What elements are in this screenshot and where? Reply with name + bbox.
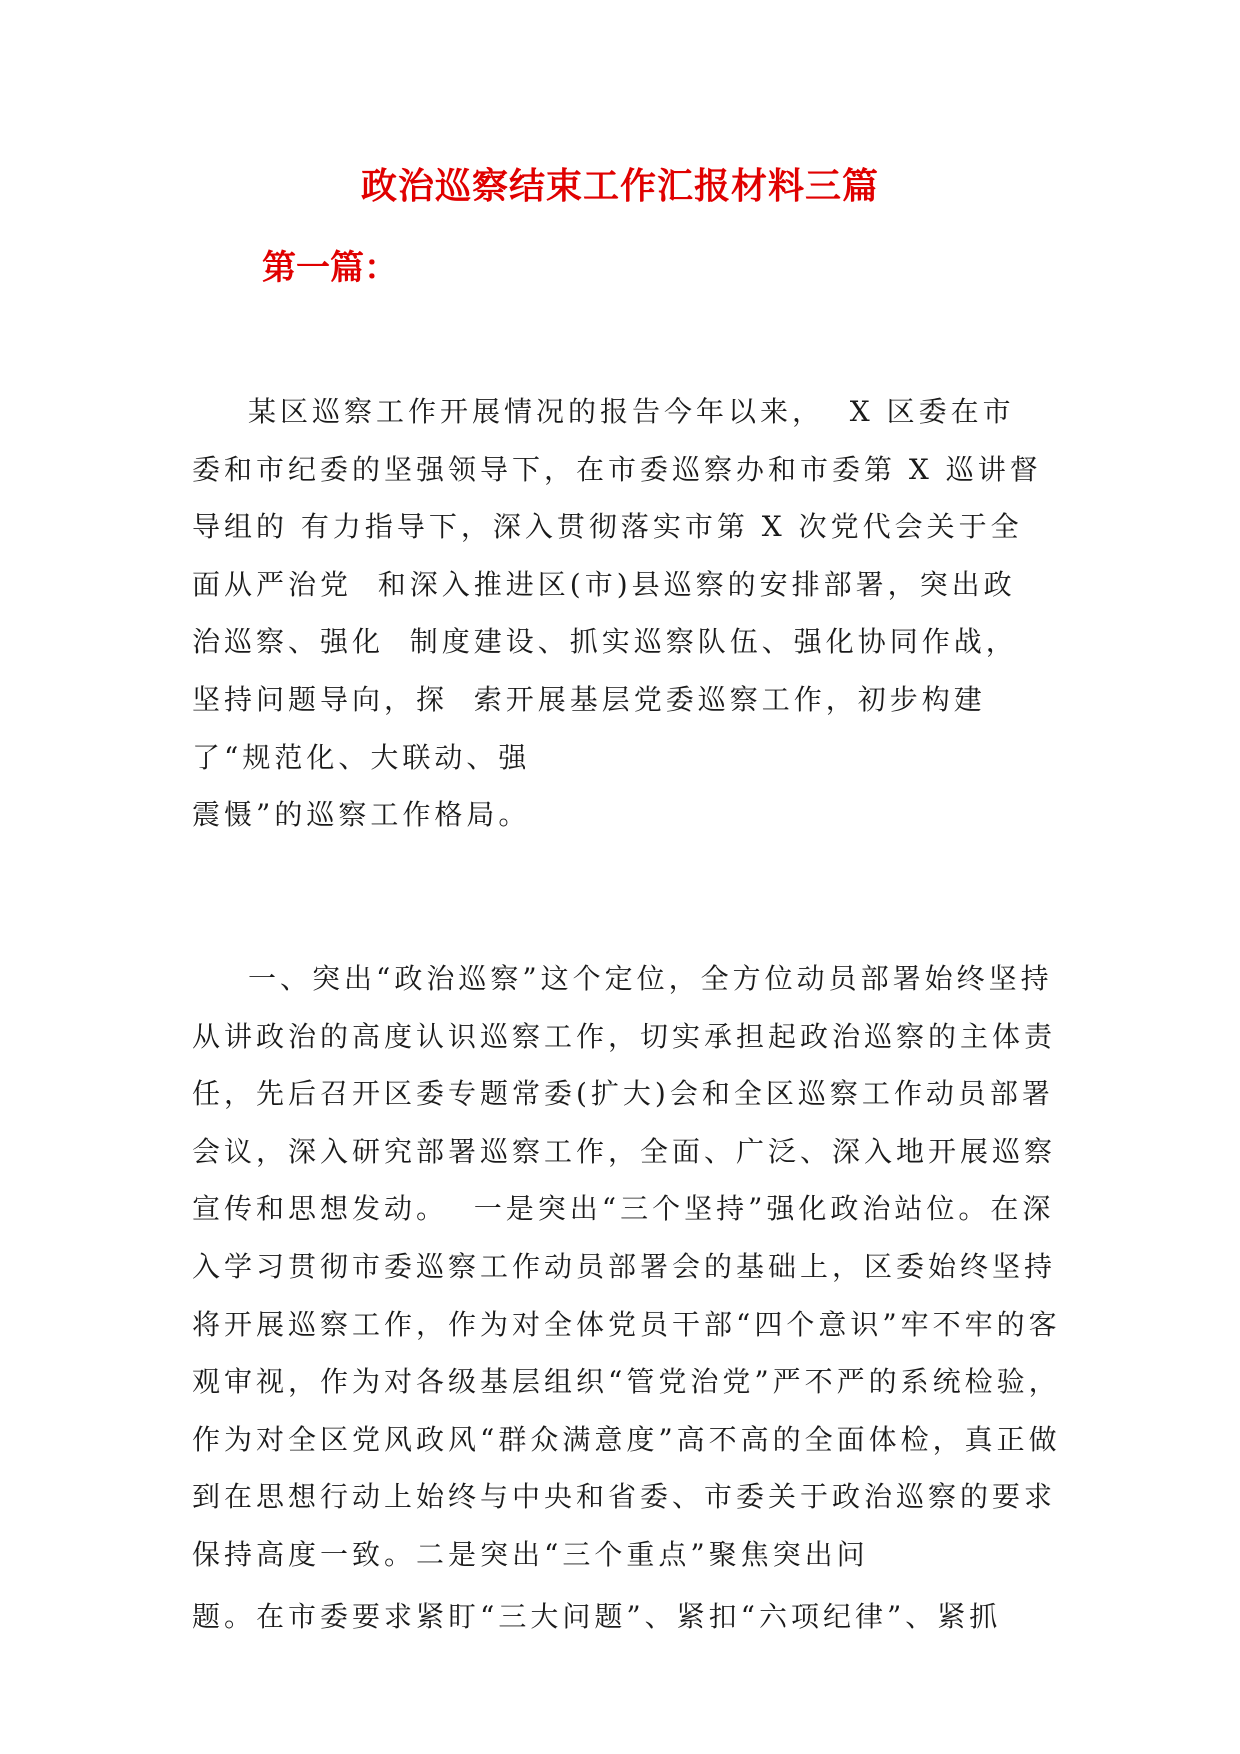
body-paragraph: 某区巡察工作开展情况的报告今年以来， X 区委在市委和市纪委的坚强领导下，在市委巡察办和市委第 X 巡讲督导组的 有力指导下，深入贯彻落实市第 X 次党代会关于全面从严治党 和深入推进区(市)县巡察的安排部署，突出政治巡察、强化 制度建设、抓实巡察队伍、强化协同作战，坚持问题导向，探 索开展基层党委巡察工作，初步构建了“规范化、大联动、强 震慑”的巡察工作格局。 (192, 395, 1042, 832)
section-heading: 第一篇： (262, 248, 398, 288)
body-paragraph (192, 950, 1064, 1645)
body-paragraph-text: 一、突出“政治巡察”这个定位，全方位动员部署始终坚持从讲政治的高度认识巡察工作，切实承担起政治巡察的主体责任，先后召开区委专题常委(扩大)会和全区巡察工作动员部署会议，深入研究部署巡察工作，全面、广泛、深入地开展巡察宣传和思想发动。 一是突出“三个坚持”强化政治站位。在深入学习贯彻市委巡察工作动员部署会的基础上，区委始终坚持将开展巡察工作，作为对全体党员干部“四个意识”牢不牢的客观审视，作为对各级基层组织“管党治党”严不严的系统检验，作为对全区党风政风“群众满意度”高不高的全面体检，真正做到在思想行动上始终与中央和省委、市委关于政治巡察的要求保持高度一致。二是突出“三个重点”聚焦突出问 (192, 962, 1061, 1571)
body-paragraph-continuation: 题。在市委要求紧盯“三大问题”、紧扣“六项纪律”、紧抓 (192, 1599, 1002, 1633)
document-title: 政治巡察结束工作汇报材料三篇 (360, 165, 879, 207)
